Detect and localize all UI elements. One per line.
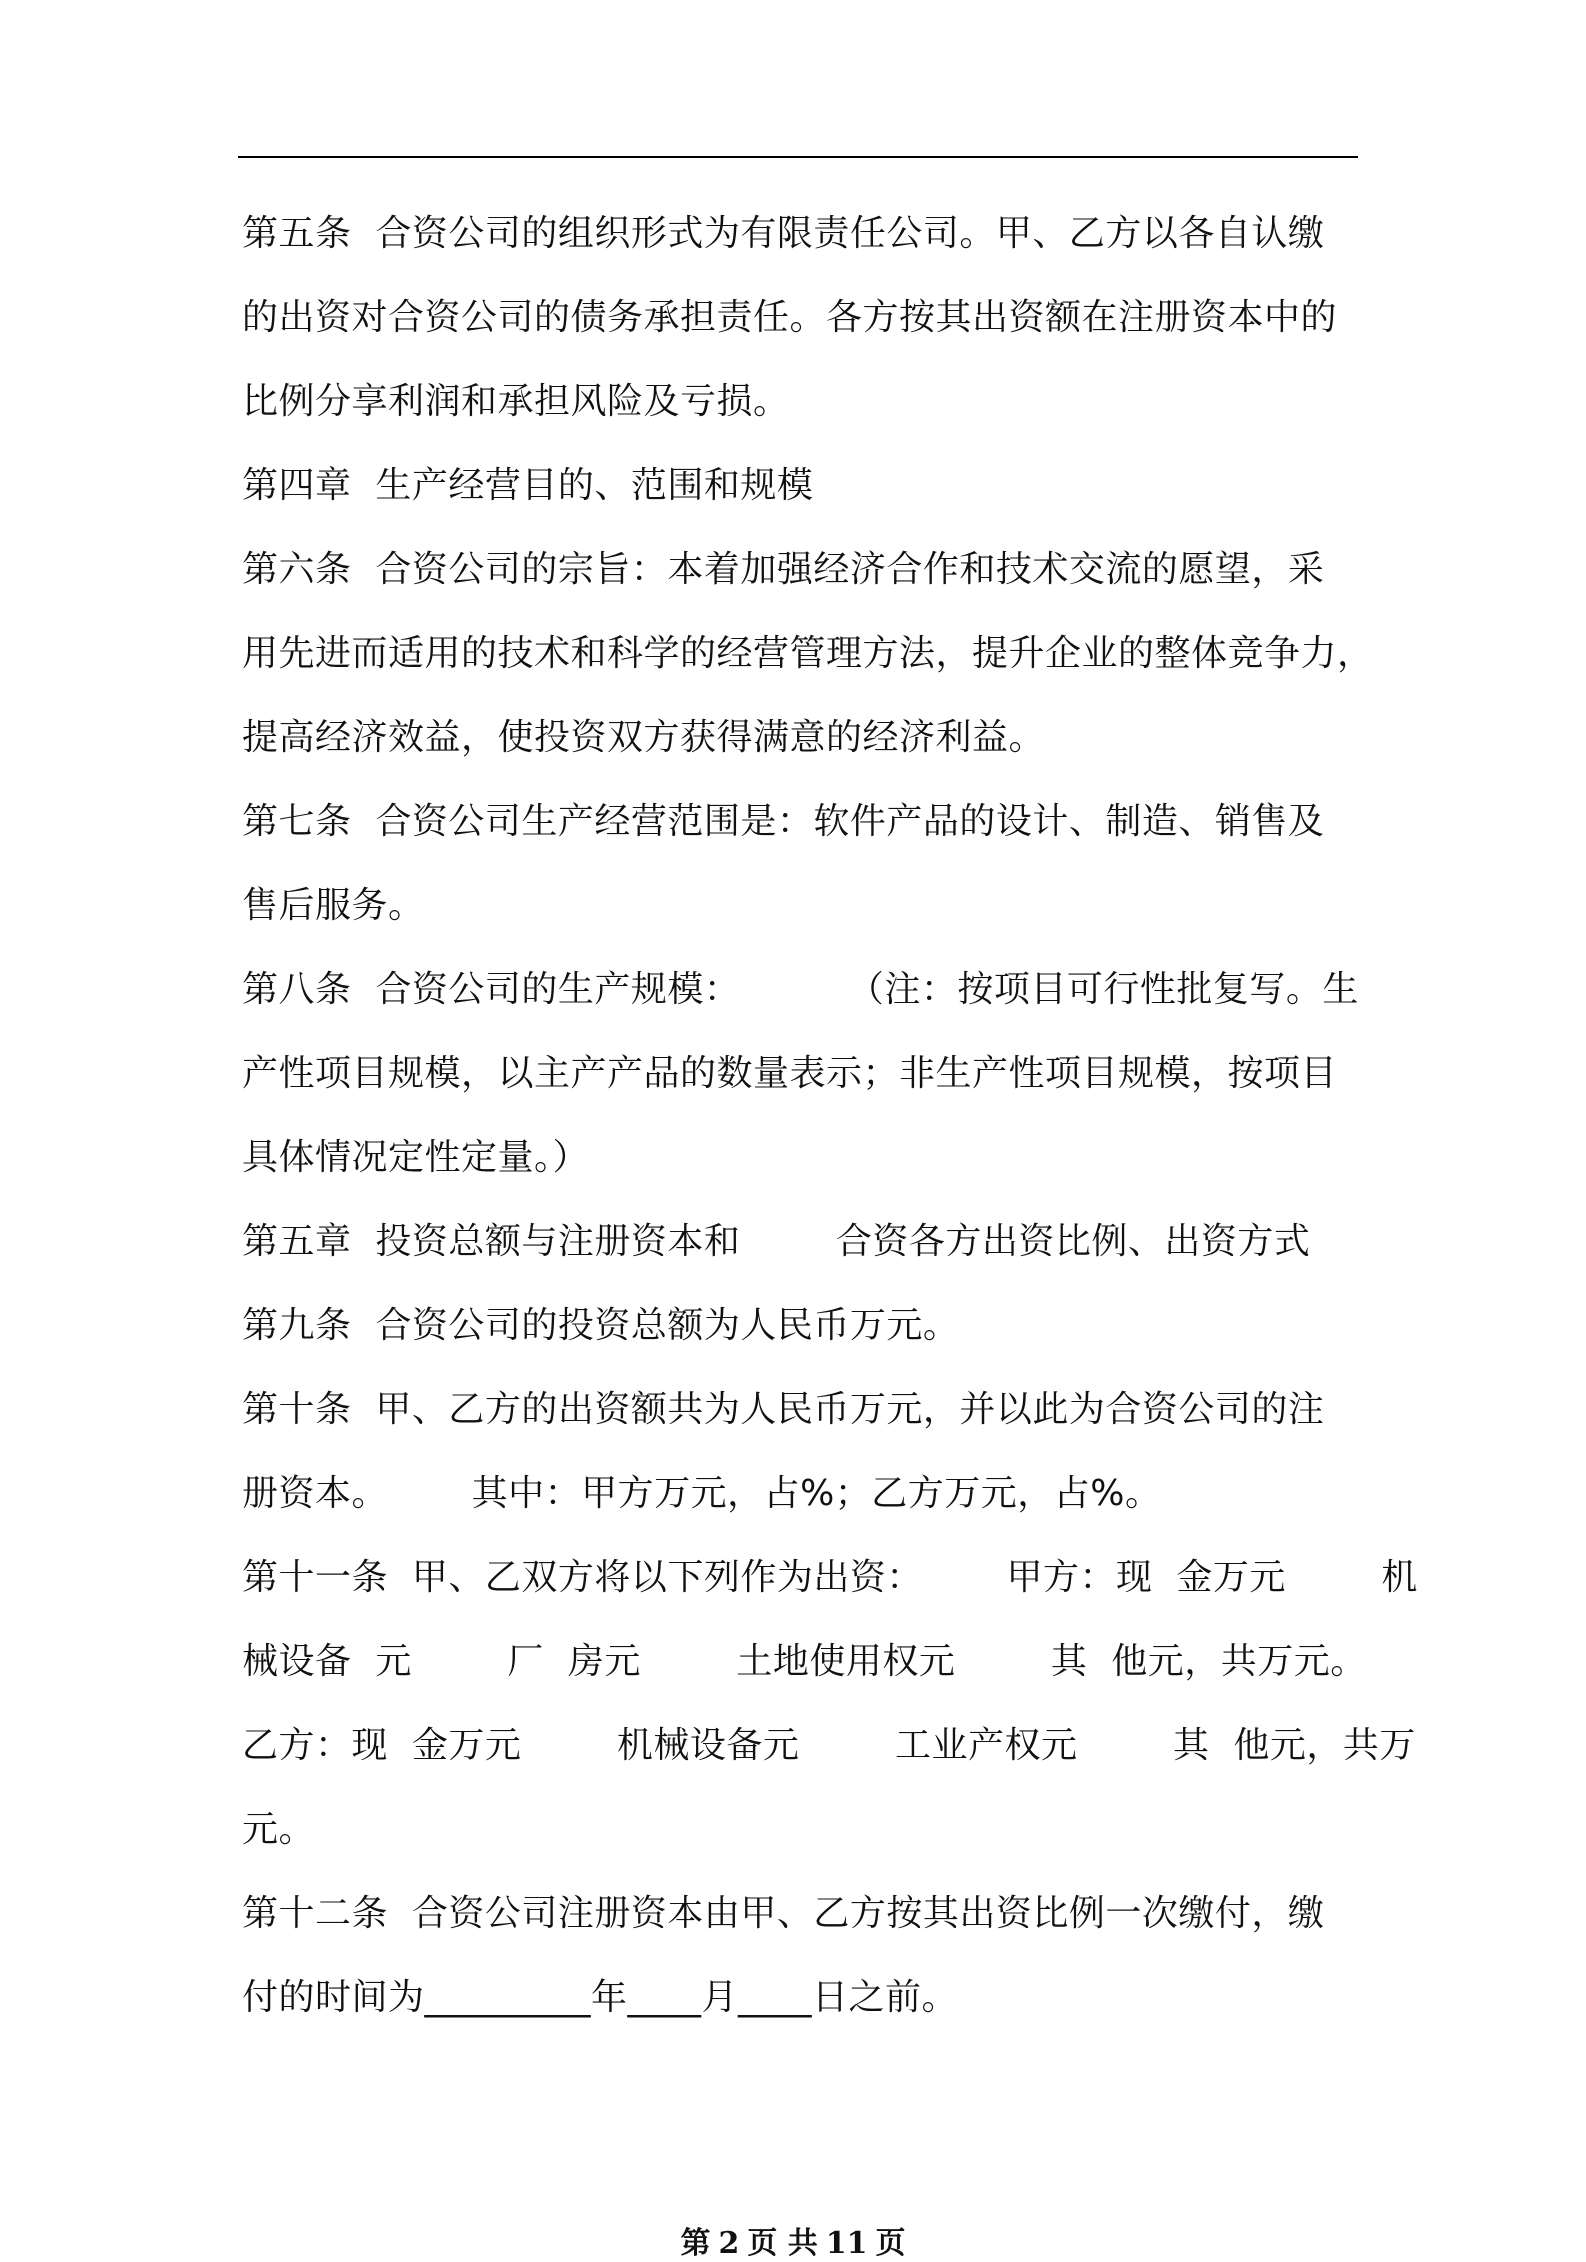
text-line: 第七条 合资公司生产经营范围是：软件产品的设计、制造、销售及: [242, 801, 1325, 842]
page-footer: [0, 2218, 1586, 2262]
text-line: 第九条 合资公司的投资总额为人民币万元。: [242, 1305, 960, 1346]
page-number: 2: [718, 2226, 740, 2261]
text-line: 比例分享利润和承担风险及亏损。: [242, 381, 790, 422]
text-line: 元。: [242, 1809, 316, 1850]
text-line: 具体情况定性定量。）: [242, 1137, 590, 1178]
text-line: 册资本。 其中：甲方万元，占%；乙方万元，占%。: [242, 1473, 1162, 1514]
document-body: [242, 192, 1418, 2040]
text-line: 产性项目规模，以主产产品的数量表示；非生产性项目规模，按项目: [242, 1053, 1338, 1094]
total-pages: 11: [825, 2226, 868, 2261]
footer-suffix: 页: [875, 2226, 906, 2261]
text-line: 第十一条 甲、乙双方将以下列作为出资： 甲方：现 金万元 机: [242, 1557, 1418, 1598]
text-line: 提高经济效益，使投资双方获得满意的经济利益。: [242, 717, 1046, 758]
text-line: 第十条 甲、乙方的出资额共为人民币万元，并以此为合资公司的注: [242, 1389, 1325, 1430]
chapter-heading: 第五章 投资总额与注册资本和 合资各方出资比例、出资方式: [242, 1221, 1311, 1262]
text-line: 用先进而适用的技术和科学的经营管理方法，提升企业的整体竞争力，: [242, 633, 1374, 674]
text-line: 乙方：现 金万元 机械设备元 工业产权元 其 他元，共万: [242, 1725, 1416, 1766]
text-line: 第五条 合资公司的组织形式为有限责任公司。甲、乙方以各自认缴: [242, 213, 1325, 254]
text-line: 械设备 元 厂 房元 土地使用权元 其 他元，共万元。: [242, 1641, 1367, 1682]
footer-mid: 页 共: [747, 2226, 818, 2261]
text-line: 的出资对合资公司的债务承担责任。各方按其出资额在注册资本中的: [242, 297, 1338, 338]
text-line: 第六条 合资公司的宗旨：本着加强经济合作和技术交流的愿望，采: [242, 549, 1325, 590]
header-rule: [238, 156, 1358, 158]
text-line: 付的时间为_________年____月____日之前。: [242, 1977, 959, 2018]
footer-prefix: 第: [680, 2226, 711, 2261]
text-line: 第十二条 合资公司注册资本由甲、乙方按其出资比例一次缴付，缴: [242, 1893, 1325, 1934]
text-line: 售后服务。: [242, 885, 425, 926]
text-line: 第八条 合资公司的生产规模： （注：按项目可行性批复写。生: [242, 969, 1359, 1010]
chapter-heading: 第四章 生产经营目的、范围和规模: [242, 465, 814, 506]
